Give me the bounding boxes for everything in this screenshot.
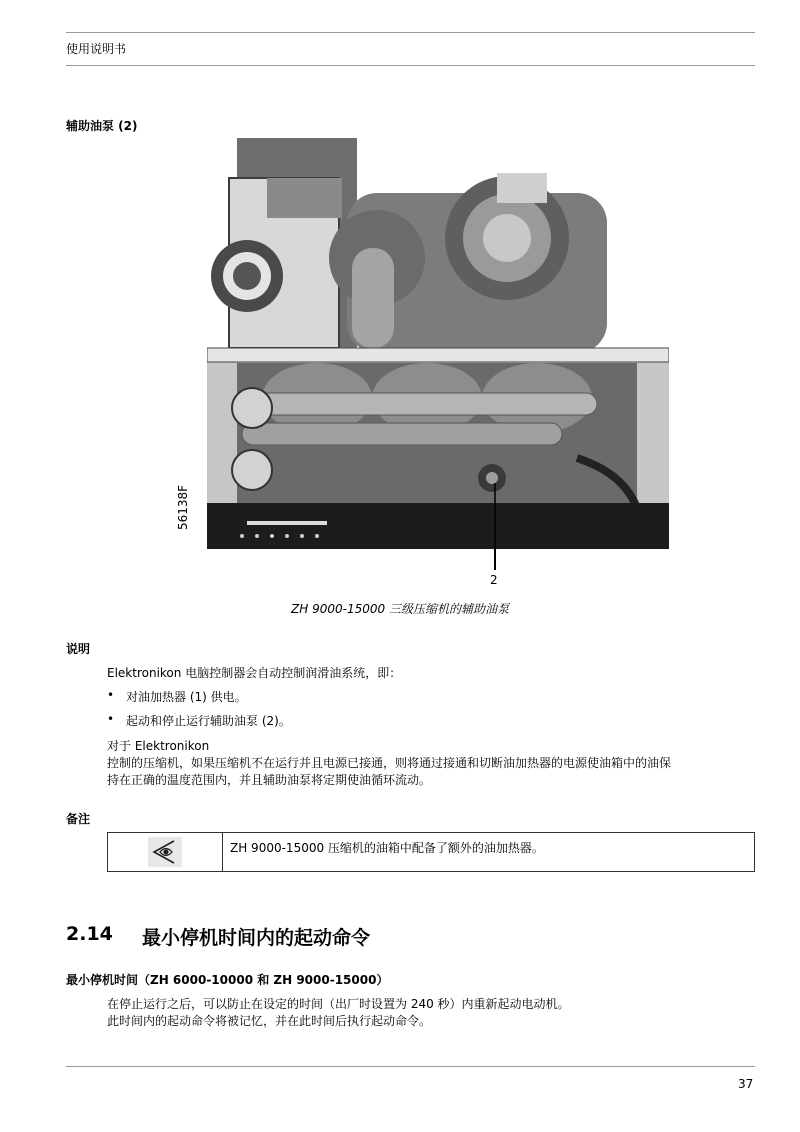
section-title: 最小停机时间内的起动命令 bbox=[142, 927, 371, 949]
bullet-dot: • bbox=[107, 712, 115, 726]
description-para-line: 控制的压缩机，如果压缩机不在运行并且电源已接通，则将通过接通和切断油加热器的电源使油箱中的油保 bbox=[107, 756, 672, 770]
remark-table bbox=[107, 832, 755, 872]
description-para-line: 持在正确的温度范围内，并且辅助油泵将定期使油循环流动。 bbox=[107, 773, 432, 787]
eye-note-icon bbox=[148, 837, 182, 867]
figure-side-code: 56138F bbox=[176, 484, 190, 530]
callout-label: 2 bbox=[490, 573, 498, 587]
section-body-line: 在停止运行之后，可以防止在设定的时间（出厂时设置为 240 秒）内重新起动电动机。 bbox=[107, 997, 570, 1011]
remark-text: ZH 9000-15000 压缩机的油箱中配备了额外的油加热器。 bbox=[230, 841, 544, 855]
description-intro: Elektronikon 电脑控制器会自动控制润滑油系统，即： bbox=[107, 666, 402, 680]
bullet-item: 起动和停止运行辅助油泵 (2)。 bbox=[126, 714, 291, 728]
callout-leader bbox=[494, 549, 496, 570]
section-number: 2.14 bbox=[66, 923, 113, 945]
compressor-illustration bbox=[207, 138, 669, 549]
bullet-item: 对油加热器 (1) 供电。 bbox=[126, 690, 247, 704]
description-para-line: 对于 Elektronikon bbox=[107, 739, 210, 753]
aux-pump-heading: 辅助油泵 (2) bbox=[66, 119, 138, 133]
figure-caption: ZH 9000-15000 三级压缩机的辅助油泵 bbox=[291, 602, 509, 616]
section-body-line: 此时间内的起动命令将被记忆，并在此时间后执行起动命令。 bbox=[107, 1014, 432, 1028]
remark-heading: 备注 bbox=[66, 812, 91, 826]
page-number: 37 bbox=[738, 1077, 754, 1091]
subsection-heading: 最小停机时间（ZH 6000-10000 和 ZH 9000-15000） bbox=[66, 973, 389, 987]
compressor-photo bbox=[207, 138, 669, 549]
header-bottom-rule bbox=[66, 65, 755, 66]
header-top-rule bbox=[66, 32, 755, 33]
description-heading: 说明 bbox=[66, 642, 91, 656]
bullet-dot: • bbox=[107, 688, 115, 702]
footer-rule bbox=[66, 1066, 755, 1067]
header-title: 使用说明书 bbox=[66, 42, 127, 56]
remark-icon-cell bbox=[108, 833, 223, 871]
